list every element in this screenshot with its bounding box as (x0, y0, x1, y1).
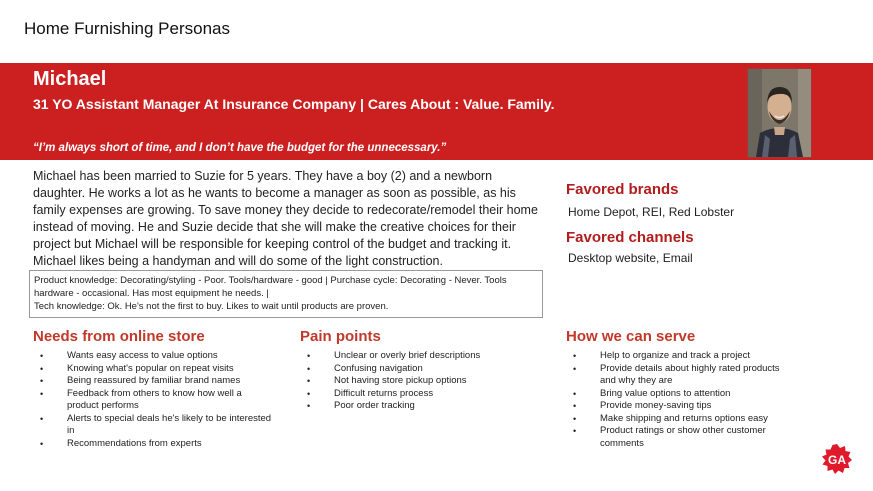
list-item: • Feedback from others to know how well a product performs (33, 388, 273, 413)
persona-quote: “I’m always short of time, and I don’t have the budget for the unnecessary.” (33, 142, 447, 154)
persona-bio: Michael has been married to Suzie for 5 years. They have a boy (2) and a newborn daughter. He works a lot as he wants to become a manager as soon as possible, as his family expenses are growing. To save money they decide to redecorate/remodel their home instead of moving. He and Suzie decide that she will make the creative choices for their project but Michael will be responsible for keeping control of the budget and tracking it. Michael likes being a handyman and will do some of the light construction. (33, 169, 538, 268)
persona-subtitle: 31 YO Assistant Manager At Insurance Company | Cares About : Value. Family. (33, 96, 555, 112)
list-item: • Unclear or overly brief descriptions (300, 350, 540, 363)
list-item: • Make shipping and returns options easy (566, 413, 798, 426)
knowledge-line-2: Tech knowledge: Ok. He's not the first to buy. Likes to wait until products are proven. (34, 301, 389, 312)
favored-brands-heading: Favored brands (566, 181, 679, 198)
needs-heading: Needs from online store (33, 328, 205, 345)
favored-channels-heading: Favored channels (566, 229, 694, 246)
needs-list (33, 350, 273, 450)
favored-channels-text: Desktop website, Email (568, 251, 693, 265)
ga-logo-icon (821, 443, 853, 475)
persona-name: Michael (33, 68, 107, 90)
list-item: • Provide money-saving tips (566, 400, 798, 413)
list-item: • Provide details about highly rated products and why they are (566, 363, 798, 388)
list-item: • Not having store pickup options (300, 375, 540, 388)
page-title: Home Furnishing Personas (24, 19, 230, 38)
list-item: • Wants easy access to value options (33, 350, 273, 363)
list-item: • Knowing what's popular on repeat visits (33, 363, 273, 376)
ga-logo-text: GA (828, 453, 846, 467)
list-item: • Difficult returns process (300, 388, 540, 401)
list-item: • Bring value options to attention (566, 388, 798, 401)
pain-points-list (300, 350, 540, 413)
list-item: • Confusing navigation (300, 363, 540, 376)
pain-points-heading: Pain points (300, 328, 381, 345)
persona-photo (747, 68, 812, 158)
knowledge-box (29, 270, 543, 318)
knowledge-line-1: Product knowledge: Decorating/styling - Poor. Tools/hardware - good | Purchase cycle: Decorating - Never. Tools hardware - occasional. Has most equipment he needs. | (34, 275, 507, 299)
list-item: • Help to organize and track a project (566, 350, 798, 363)
list-item: • Product ratings or show other customer comments (566, 425, 798, 450)
list-item: • Being reassured by familiar brand names (33, 375, 273, 388)
favored-brands-text: Home Depot, REI, Red Lobster (568, 205, 735, 219)
list-item: • Alerts to special deals he's likely to be interested in (33, 413, 273, 438)
serve-list (566, 350, 798, 450)
list-item: • Poor order tracking (300, 400, 540, 413)
serve-heading: How we can serve (566, 328, 696, 345)
list-item: • Recommendations from experts (33, 438, 273, 451)
